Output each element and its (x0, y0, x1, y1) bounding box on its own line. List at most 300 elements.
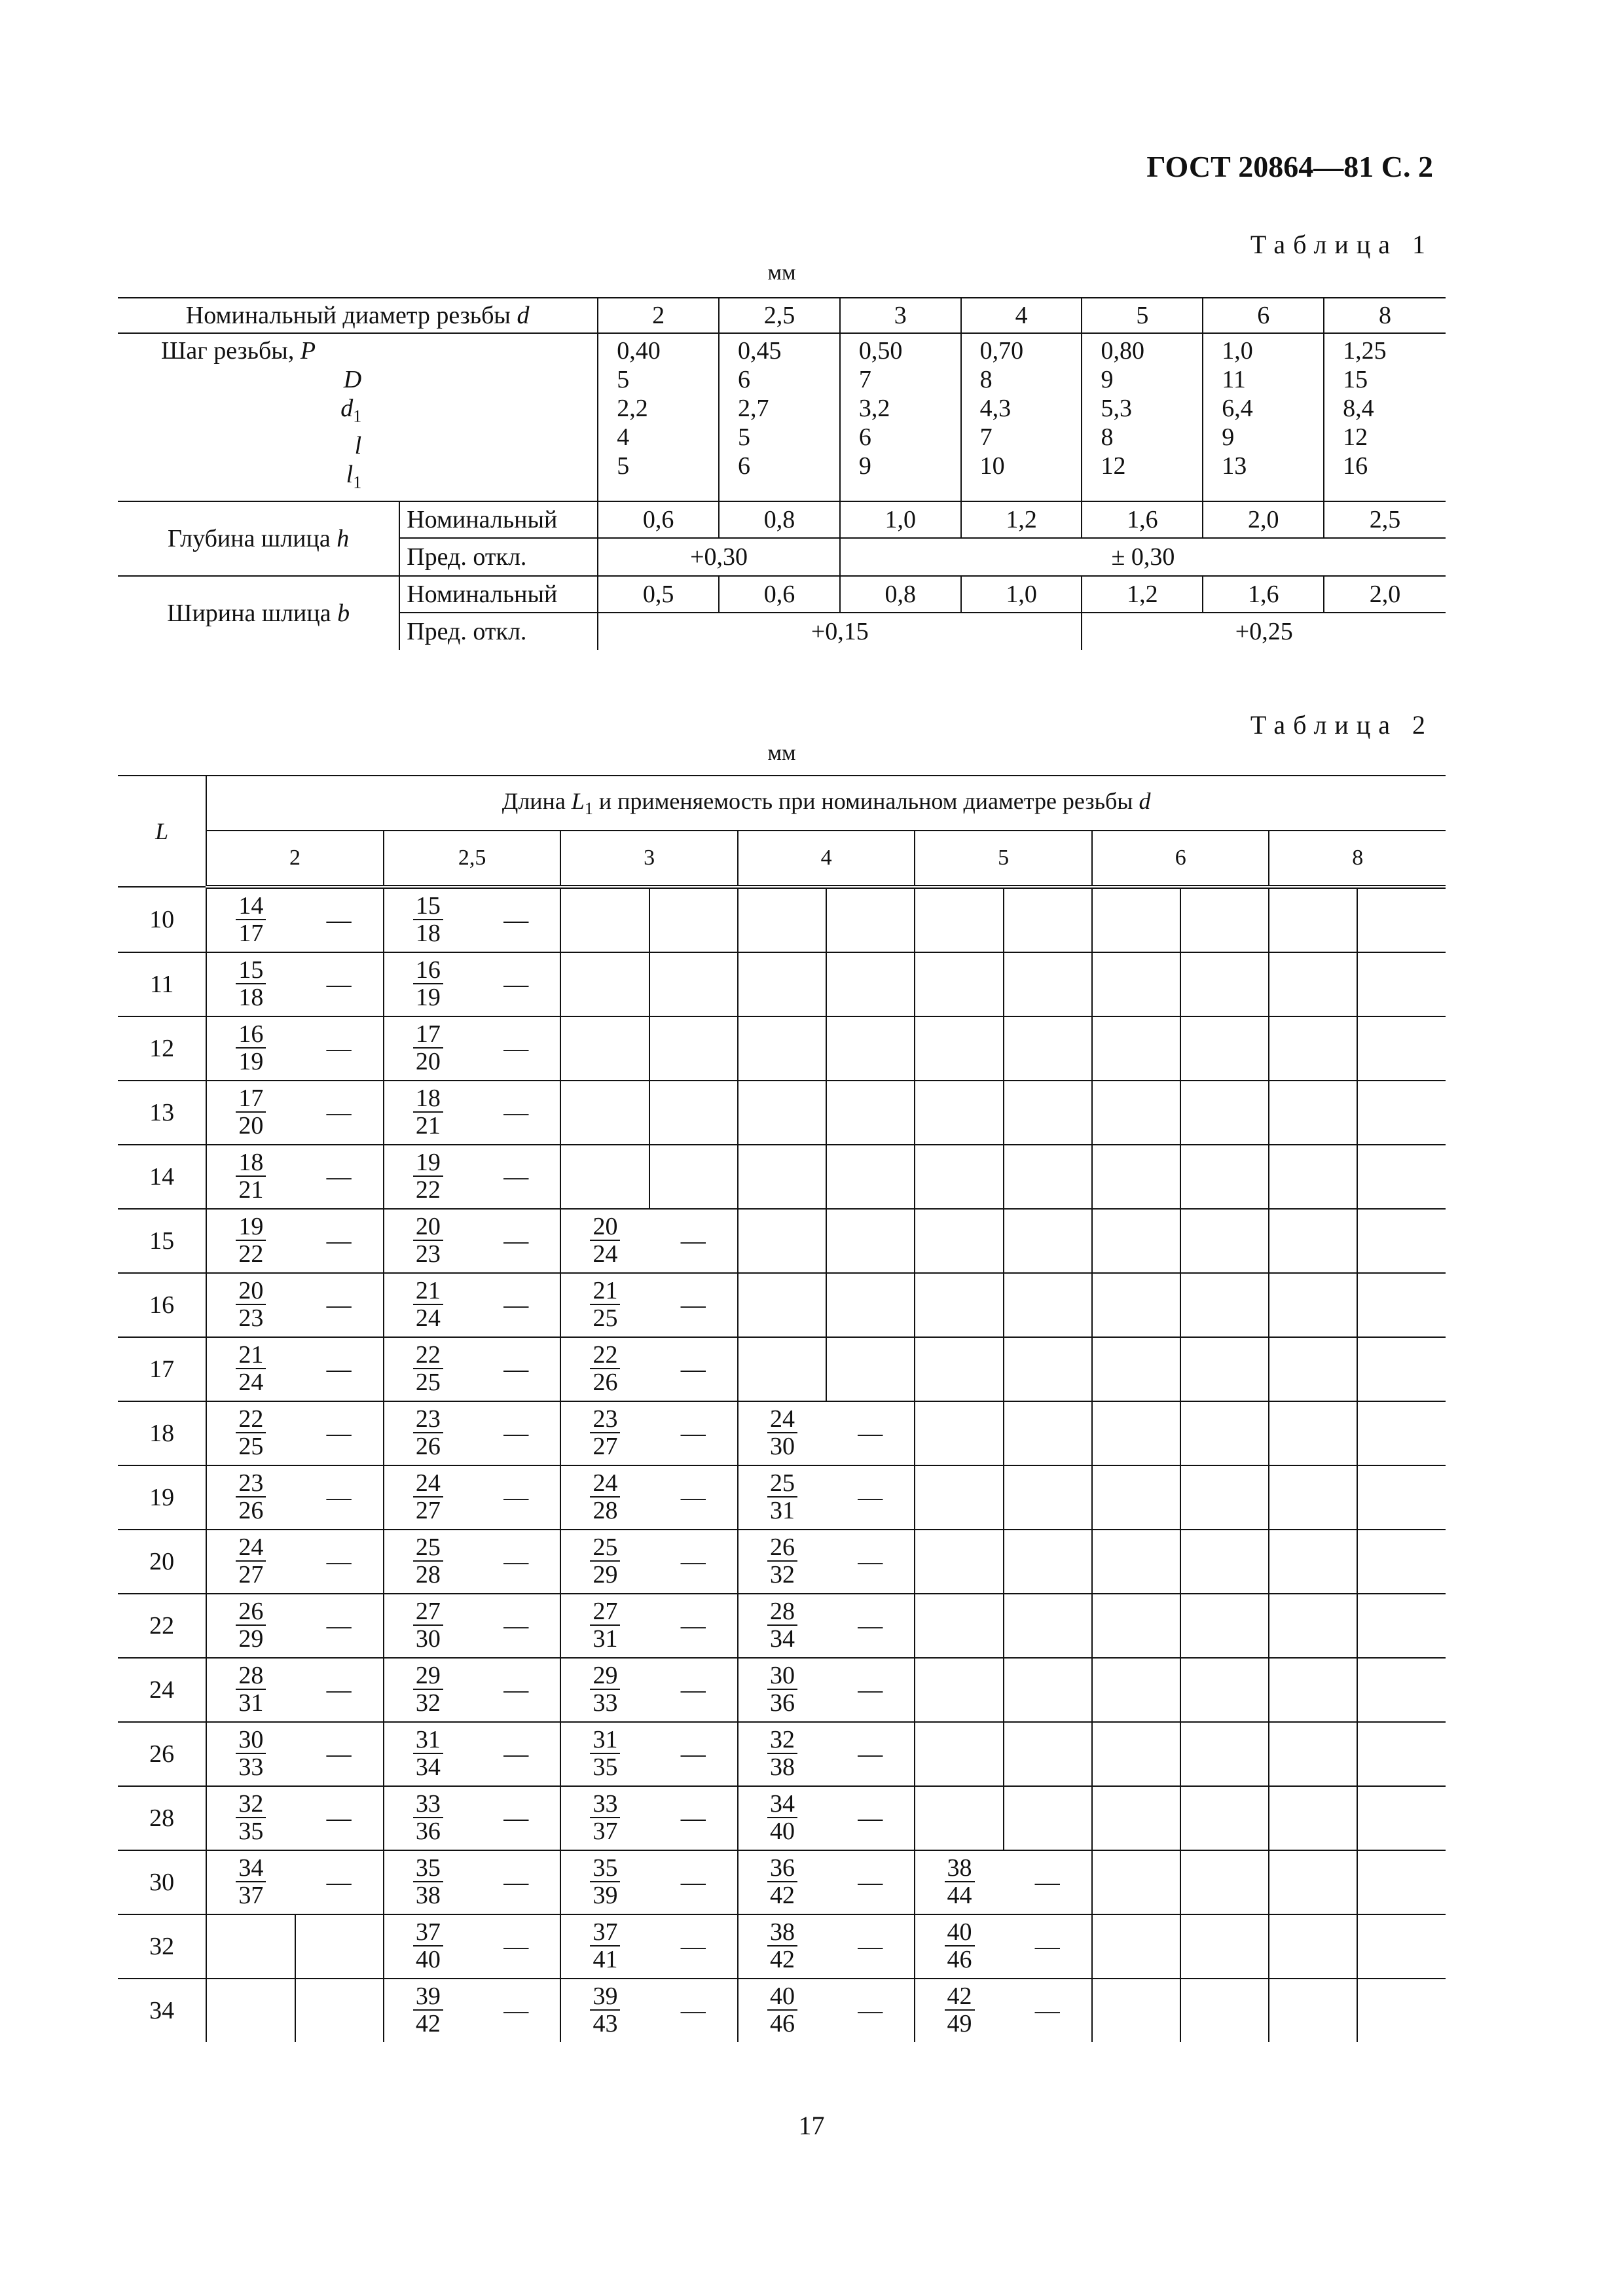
dash-cell (1357, 1145, 1446, 1209)
numerator: 36 (767, 1855, 797, 1882)
denominator: 18 (415, 920, 441, 947)
fraction-cell (384, 1979, 472, 2042)
fraction-cell (1092, 1273, 1180, 1337)
fraction-cell (206, 1914, 295, 1979)
fraction-cell (384, 1658, 472, 1722)
denominator: 35 (238, 1818, 264, 1845)
fraction-cell (915, 952, 1003, 1016)
numerator: 32 (236, 1791, 266, 1818)
dash: — (680, 1933, 706, 1960)
denominator: 36 (769, 1689, 795, 1717)
fraction-cell (915, 1273, 1003, 1337)
numerator: 35 (590, 1855, 620, 1882)
numerator: 27 (413, 1598, 443, 1626)
fraction-cell (384, 1465, 472, 1530)
fraction-cell (1092, 1081, 1180, 1145)
fraction-cell (560, 1594, 649, 1658)
fraction-cell (915, 1594, 1003, 1658)
fraction (236, 1085, 266, 1139)
denominator: 23 (238, 1304, 264, 1332)
dash-cell (1004, 1658, 1092, 1722)
table-row (118, 1594, 1446, 1658)
denominator: 27 (593, 1433, 618, 1460)
dash-cell (1357, 1081, 1446, 1145)
denominator: 33 (593, 1689, 618, 1717)
table-row (118, 1722, 1446, 1786)
dash-cell (1357, 887, 1446, 952)
dash-cell (649, 887, 738, 952)
width-nominal-cell: 2,0 (1324, 576, 1446, 613)
dash-cell (1180, 1145, 1269, 1209)
fraction (236, 1406, 266, 1460)
numerator: 22 (236, 1406, 266, 1433)
table-row (118, 1658, 1446, 1722)
table-row (118, 1979, 1446, 2042)
fraction-cell (1269, 1401, 1357, 1465)
dash-cell (1357, 1850, 1446, 1914)
fraction (590, 1855, 620, 1909)
numerator: 14 (236, 893, 266, 920)
dash-cell (1180, 1401, 1269, 1465)
dash-cell (826, 1722, 915, 1786)
numerator: 20 (236, 1278, 266, 1305)
dash-cell (472, 1850, 560, 1914)
fraction-cell (206, 1594, 295, 1658)
fraction-cell (206, 1337, 295, 1401)
fraction-cell (1092, 1337, 1180, 1401)
table-row (118, 1530, 1446, 1594)
fraction (236, 1021, 266, 1075)
dash: — (858, 1740, 883, 1768)
dash-cell (472, 1658, 560, 1722)
length-cell: 10 (118, 887, 206, 952)
dash: — (858, 1997, 883, 2024)
fraction-cell (560, 1273, 649, 1337)
width-nominal-cell: 0,5 (598, 576, 719, 613)
numerator: 33 (590, 1791, 620, 1818)
fraction (945, 1855, 975, 1909)
dash-cell (649, 1530, 738, 1594)
fraction-cell (1269, 1081, 1357, 1145)
dash: — (326, 1291, 352, 1319)
dash: — (503, 1355, 529, 1383)
table1 (118, 297, 1446, 650)
fraction-cell (560, 1530, 649, 1594)
dash-cell (1180, 887, 1269, 952)
dash-cell (826, 887, 915, 952)
dash: — (680, 1227, 706, 1255)
fraction-cell (738, 1530, 826, 1594)
diam-label-cell: Номинальный диаметр резьбы d (118, 298, 598, 333)
dash-cell (1180, 1465, 1269, 1530)
diam-cell: 3 (840, 298, 961, 333)
denominator: 42 (769, 1946, 795, 1973)
fraction-cell (206, 1530, 295, 1594)
denominator: 37 (593, 1818, 618, 1845)
dash-cell (1004, 1786, 1092, 1850)
dash-cell (1004, 1145, 1092, 1209)
table-row (118, 1401, 1446, 1465)
dash-cell (472, 1914, 560, 1979)
dash-cell (1357, 1722, 1446, 1786)
numerator: 15 (236, 957, 266, 984)
fraction (413, 1406, 443, 1460)
dash: — (326, 971, 352, 998)
depth-tol-cell: +0,30 (598, 538, 840, 576)
dash: — (326, 1035, 352, 1062)
dash-cell (1004, 1081, 1092, 1145)
numerator: 21 (413, 1278, 443, 1305)
fraction-cell (206, 887, 295, 952)
numerator: 27 (590, 1598, 620, 1626)
fraction (767, 1727, 797, 1780)
fraction-cell (1269, 1016, 1357, 1081)
dash-cell (1180, 1722, 1269, 1786)
fraction-cell (206, 1465, 295, 1530)
fraction (236, 1855, 266, 1909)
diameter-header: 5 (915, 831, 1092, 887)
fraction (413, 1149, 443, 1203)
dash: — (858, 1612, 883, 1640)
fraction (413, 1855, 443, 1909)
dash: — (326, 1548, 352, 1575)
denominator: 42 (415, 2010, 441, 2037)
table-row (118, 1786, 1446, 1850)
dash-cell (1180, 1273, 1269, 1337)
diam-cell: 6 (1203, 298, 1324, 333)
group-header: Длина $L_1$ и применяемость при номинальном диаметре резьбы d (206, 776, 1446, 831)
dash: — (503, 1997, 529, 2024)
fraction-cell (560, 1914, 649, 1979)
fraction-cell (384, 952, 472, 1016)
fraction-cell (738, 1979, 826, 2042)
numerator: 28 (767, 1598, 797, 1626)
fraction-cell (1092, 1401, 1180, 1465)
params-cell: 0,70 8 4,3 7 10 (961, 333, 1082, 501)
length-cell: 26 (118, 1722, 206, 1786)
denominator: 41 (593, 1946, 618, 1973)
width-tol-cell: +0,25 (1082, 613, 1446, 650)
dash-cell (472, 1016, 560, 1081)
fraction-cell (915, 1209, 1003, 1273)
numerator: 18 (236, 1149, 266, 1177)
diam-cell: 4 (961, 298, 1082, 333)
fraction-cell (384, 1209, 472, 1273)
dash-cell (826, 1145, 915, 1209)
fraction-cell (1269, 1337, 1357, 1401)
dash-cell (295, 887, 384, 952)
dash-cell (472, 952, 560, 1016)
dash: — (680, 1740, 706, 1768)
numerator: 40 (767, 1983, 797, 2011)
dash-cell (1004, 1594, 1092, 1658)
dash: — (858, 1676, 883, 1704)
numerator: 39 (413, 1983, 443, 2011)
denominator: 40 (415, 1946, 441, 1973)
diameter-header: 2 (206, 831, 384, 887)
dash-cell (1357, 1016, 1446, 1081)
table1-params-row (118, 333, 1446, 501)
fraction (590, 1406, 620, 1460)
fraction (413, 1534, 443, 1588)
dash: — (680, 1291, 706, 1319)
denominator: 31 (769, 1497, 795, 1524)
numerator: 26 (236, 1598, 266, 1626)
denominator: 36 (415, 1818, 441, 1845)
dash-cell (649, 1209, 738, 1273)
denominator: 25 (415, 1369, 441, 1396)
dash-cell (295, 1209, 384, 1273)
denominator: 25 (238, 1433, 264, 1460)
numerator: 30 (767, 1662, 797, 1690)
dash-cell (1357, 1914, 1446, 1979)
depth-nominal-cell: 2,5 (1324, 501, 1446, 538)
dash-cell (472, 1145, 560, 1209)
dash-cell (1357, 1786, 1446, 1850)
length-cell: 14 (118, 1145, 206, 1209)
dash: — (503, 1612, 529, 1640)
fraction-cell (738, 1658, 826, 1722)
fraction (767, 1470, 797, 1524)
depth-nominal-cell: 2,0 (1203, 501, 1324, 538)
denominator: 40 (769, 1818, 795, 1845)
numerator: 24 (590, 1470, 620, 1498)
fraction (590, 1662, 620, 1716)
dash-cell (1004, 1465, 1092, 1530)
dash-cell (1004, 952, 1092, 1016)
width-nominal-cell: 0,8 (840, 576, 961, 613)
denominator: 18 (238, 984, 264, 1011)
table-row (118, 952, 1446, 1016)
dash: — (503, 1291, 529, 1319)
numerator: 35 (413, 1855, 443, 1882)
fraction-cell (915, 1979, 1003, 2042)
fraction-cell (384, 887, 472, 952)
dash-cell (826, 1273, 915, 1337)
table-row (118, 1145, 1446, 1209)
fraction-cell (206, 1016, 295, 1081)
fraction-cell (384, 1594, 472, 1658)
fraction-cell (738, 1594, 826, 1658)
denominator: 38 (415, 1882, 441, 1909)
numerator: 37 (413, 1919, 443, 1946)
fraction (236, 1534, 266, 1588)
width-nominal-cell: 0,6 (719, 576, 840, 613)
dash-cell (649, 1722, 738, 1786)
dash-cell (295, 1594, 384, 1658)
dash: — (326, 1420, 352, 1447)
fraction (413, 1470, 443, 1524)
fraction-cell (915, 1850, 1003, 1914)
table-row (118, 1337, 1446, 1401)
fraction-cell (738, 1465, 826, 1530)
dash-cell (1180, 1914, 1269, 1979)
length-cell: 22 (118, 1594, 206, 1658)
length-cell: 18 (118, 1401, 206, 1465)
table-row (118, 1016, 1446, 1081)
diam-cell: 5 (1082, 298, 1203, 333)
fraction (236, 1791, 266, 1844)
fraction (413, 893, 443, 946)
fraction-cell (915, 1914, 1003, 1979)
dash-cell (649, 1016, 738, 1081)
fraction-cell (1092, 1145, 1180, 1209)
dash: — (680, 1420, 706, 1447)
fraction (767, 1406, 797, 1460)
table-row (118, 1914, 1446, 1979)
numerator: 29 (413, 1662, 443, 1690)
numerator: 19 (413, 1149, 443, 1177)
fraction (236, 1598, 266, 1652)
dash-cell (295, 1722, 384, 1786)
fraction-cell (738, 1337, 826, 1401)
dash-cell (1357, 1594, 1446, 1658)
denominator: 20 (238, 1112, 264, 1139)
depth-tol-label: Пред. откл. (399, 538, 598, 576)
fraction-cell (1092, 1722, 1180, 1786)
fraction-cell (384, 1530, 472, 1594)
dash-cell (826, 952, 915, 1016)
dash-cell (295, 1530, 384, 1594)
dash-cell (826, 1914, 915, 1979)
fraction-cell (1092, 1530, 1180, 1594)
fraction (413, 1598, 443, 1652)
fraction-cell (384, 1081, 472, 1145)
fraction-cell (1269, 1658, 1357, 1722)
fraction-cell (560, 1401, 649, 1465)
dash-cell (649, 1914, 738, 1979)
denominator: 27 (238, 1561, 264, 1588)
dash-cell (1357, 1530, 1446, 1594)
denominator: 38 (769, 1753, 795, 1781)
fraction (767, 1855, 797, 1909)
dash-cell (472, 1979, 560, 2042)
dash: — (326, 1612, 352, 1640)
width-nominal-row (118, 576, 1446, 613)
fraction (590, 1213, 620, 1267)
numerator: 37 (590, 1919, 620, 1946)
fraction (590, 1791, 620, 1844)
fraction-cell (384, 1850, 472, 1914)
numerator: 26 (767, 1534, 797, 1562)
denominator: 34 (415, 1753, 441, 1781)
fraction-cell (1092, 1594, 1180, 1658)
dash-cell (1180, 952, 1269, 1016)
table-row (118, 1465, 1446, 1530)
length-cell: 32 (118, 1914, 206, 1979)
dash-cell (649, 1145, 738, 1209)
dash-cell (295, 1658, 384, 1722)
depth-label-cell: Глубина шлица h (118, 501, 399, 576)
fraction (413, 1662, 443, 1716)
numerator: 23 (413, 1406, 443, 1433)
fraction (236, 1470, 266, 1524)
fraction (236, 1278, 266, 1331)
dash-cell (472, 887, 560, 952)
dash-cell (1004, 1209, 1092, 1273)
dash-cell (649, 1979, 738, 2042)
dash-cell (826, 1786, 915, 1850)
depth-nominal-cell: 1,2 (961, 501, 1082, 538)
dash-cell (472, 1273, 560, 1337)
params-cell: 0,80 9 5,3 8 12 (1082, 333, 1203, 501)
fraction (413, 1919, 443, 1973)
denominator: 22 (415, 1176, 441, 1204)
fraction (413, 1791, 443, 1844)
dash: — (326, 1676, 352, 1704)
fraction (590, 1342, 620, 1395)
fraction (236, 1662, 266, 1716)
numerator: 15 (413, 893, 443, 920)
dash: — (326, 1869, 352, 1896)
fraction-cell (1092, 1658, 1180, 1722)
fraction-cell (1269, 1273, 1357, 1337)
fraction-cell (560, 1337, 649, 1401)
fraction-cell (206, 1658, 295, 1722)
fraction-cell (1092, 1786, 1180, 1850)
fraction-cell (1092, 1465, 1180, 1530)
length-cell: 13 (118, 1081, 206, 1145)
fraction-cell (915, 1658, 1003, 1722)
dash-cell (1357, 1209, 1446, 1273)
fraction (590, 1983, 620, 2037)
dash: — (503, 1163, 529, 1191)
fraction (236, 1342, 266, 1395)
dash: — (680, 1676, 706, 1704)
fraction (767, 1983, 797, 2037)
dash-cell (1180, 1850, 1269, 1914)
fraction-cell (384, 1273, 472, 1337)
numerator: 25 (767, 1470, 797, 1498)
dash-cell (295, 1016, 384, 1081)
fraction-cell (560, 1722, 649, 1786)
dash: — (680, 1997, 706, 2024)
fraction-cell (206, 1401, 295, 1465)
dash-cell (1004, 1016, 1092, 1081)
length-cell: 15 (118, 1209, 206, 1273)
numerator: 18 (413, 1085, 443, 1113)
denominator: 32 (415, 1689, 441, 1717)
depth-nominal-cell: 1,6 (1082, 501, 1203, 538)
dash: — (680, 1484, 706, 1511)
dash-cell (1180, 1594, 1269, 1658)
dash-cell (1180, 1337, 1269, 1401)
dash: — (858, 1420, 883, 1447)
numerator: 33 (413, 1791, 443, 1818)
fraction (767, 1662, 797, 1716)
fraction-cell (384, 1401, 472, 1465)
table2-unit: мм (767, 741, 796, 765)
fraction-cell (1269, 952, 1357, 1016)
denominator: 28 (593, 1497, 618, 1524)
fraction-cell (560, 1209, 649, 1273)
dash: — (858, 1548, 883, 1575)
params-label-cell: Шаг резьбы, P D $d_1$ l $l_1$ (118, 333, 598, 501)
dash: — (858, 1869, 883, 1896)
numerator: 38 (945, 1855, 975, 1882)
numerator: 30 (236, 1727, 266, 1754)
numerator: 25 (413, 1534, 443, 1562)
fraction-cell (738, 1209, 826, 1273)
numerator: 29 (590, 1662, 620, 1690)
depth-nominal-cell: 0,6 (598, 501, 719, 538)
numerator: 24 (767, 1406, 797, 1433)
diameter-header: 6 (1092, 831, 1269, 887)
dash: — (503, 1420, 529, 1447)
dash: — (858, 1804, 883, 1832)
denominator: 30 (769, 1433, 795, 1460)
dash-cell (472, 1530, 560, 1594)
